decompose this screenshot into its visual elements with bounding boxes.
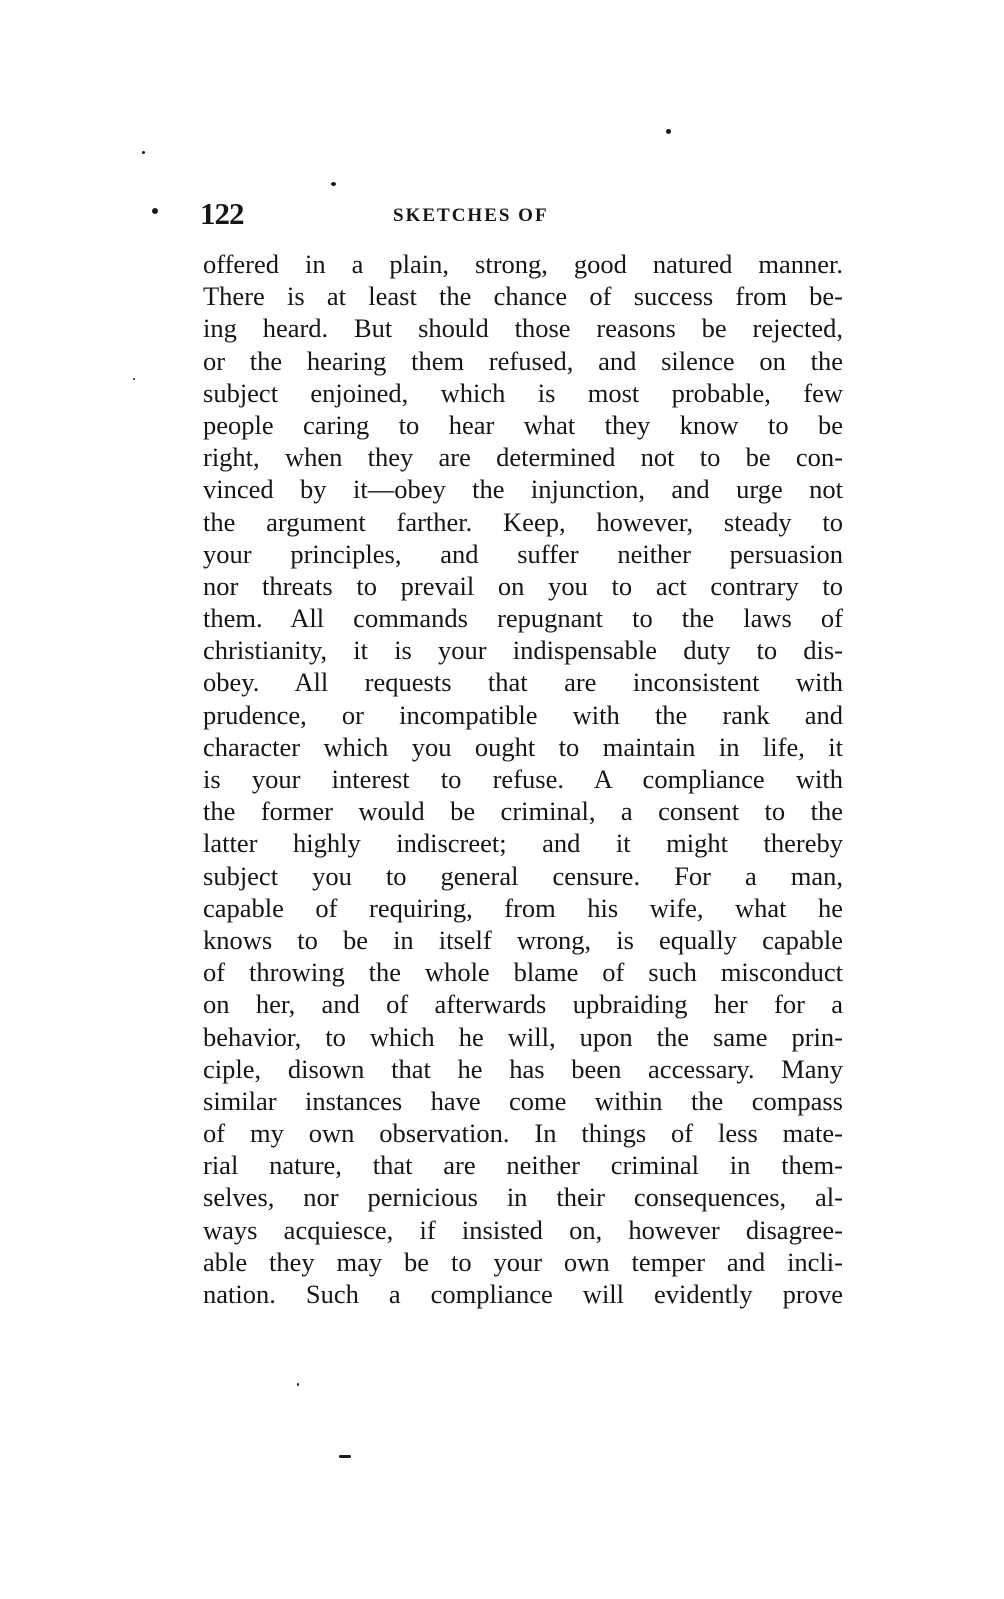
text-line: right, when they are determined not to be con- <box>203 442 843 473</box>
text-line: character which you ought to maintain in life, it <box>203 731 843 762</box>
text-line: knows to be in itself wrong, is equally capable <box>203 924 843 955</box>
text-line: vinced by it—obey the injunction, and urge not <box>203 474 843 505</box>
text-line: able they may be to your own temper and incli- <box>203 1246 843 1277</box>
text-line: offered in a plain, strong, good natured manner. <box>203 249 843 279</box>
scan-speck <box>339 1455 351 1458</box>
text-line: There is at least the chance of success from be- <box>203 281 843 312</box>
text-line: ciple, disown that he has been accessary. Many <box>203 1053 843 1084</box>
text-line: subject you to general censure. For a man, <box>203 860 843 891</box>
text-line: them. All commands repugnant to the laws of <box>203 603 843 634</box>
text-line: is your interest to refuse. A compliance with <box>203 764 843 794</box>
text-line: on her, and of afterwards upbraiding her for a <box>203 989 843 1020</box>
text-line: nation. Such a compliance will evidently prove <box>203 1279 843 1309</box>
scan-speck <box>152 208 158 214</box>
body-text <box>203 248 843 1310</box>
page-number: 122 <box>200 196 244 231</box>
text-line: people caring to hear what they know to be <box>203 409 843 440</box>
text-line: the former would be criminal, a consent to the <box>203 796 843 827</box>
text-line: latter highly indiscreet; and it might thereby <box>203 828 843 859</box>
text-line: nor threats to prevail on you to act contrary to <box>203 570 843 601</box>
text-line: obey. All requests that are inconsistent with <box>203 667 843 698</box>
text-line: of throwing the whole blame of such misconduct <box>203 957 843 988</box>
text-line: your principles, and suffer neither persuasion <box>203 538 843 569</box>
text-line: selves, nor pernicious in their consequences, al- <box>203 1182 843 1213</box>
running-head: SKETCHES OF <box>393 205 549 226</box>
text-line: capable of requiring, from his wife, what he <box>203 892 843 923</box>
scan-speck <box>666 129 671 134</box>
text-line: of my own observation. In things of less mate- <box>203 1118 843 1149</box>
scan-speck <box>142 151 145 154</box>
scan-speck <box>133 378 135 380</box>
text-line: ways acquiesce, if insisted on, however disagree- <box>203 1214 843 1245</box>
text-line: or the hearing them refused, and silence on the <box>203 345 843 376</box>
text-line: subject enjoined, which is most probable, few <box>203 377 843 408</box>
scan-speck <box>331 182 336 186</box>
text-line: christianity, it is your indispensable duty to dis- <box>203 635 843 666</box>
text-line: rial nature, that are neither criminal in them- <box>203 1150 843 1181</box>
text-line: prudence, or incompatible with the rank and <box>203 699 843 730</box>
text-line: similar instances have come within the compass <box>203 1085 843 1116</box>
text-line: ing heard. But should those reasons be rejected, <box>203 313 843 344</box>
text-line: the argument farther. Keep, however, steady to <box>203 506 843 537</box>
text-line: behavior, to which he will, upon the same prin- <box>203 1021 843 1052</box>
scan-speck <box>297 1383 299 1386</box>
